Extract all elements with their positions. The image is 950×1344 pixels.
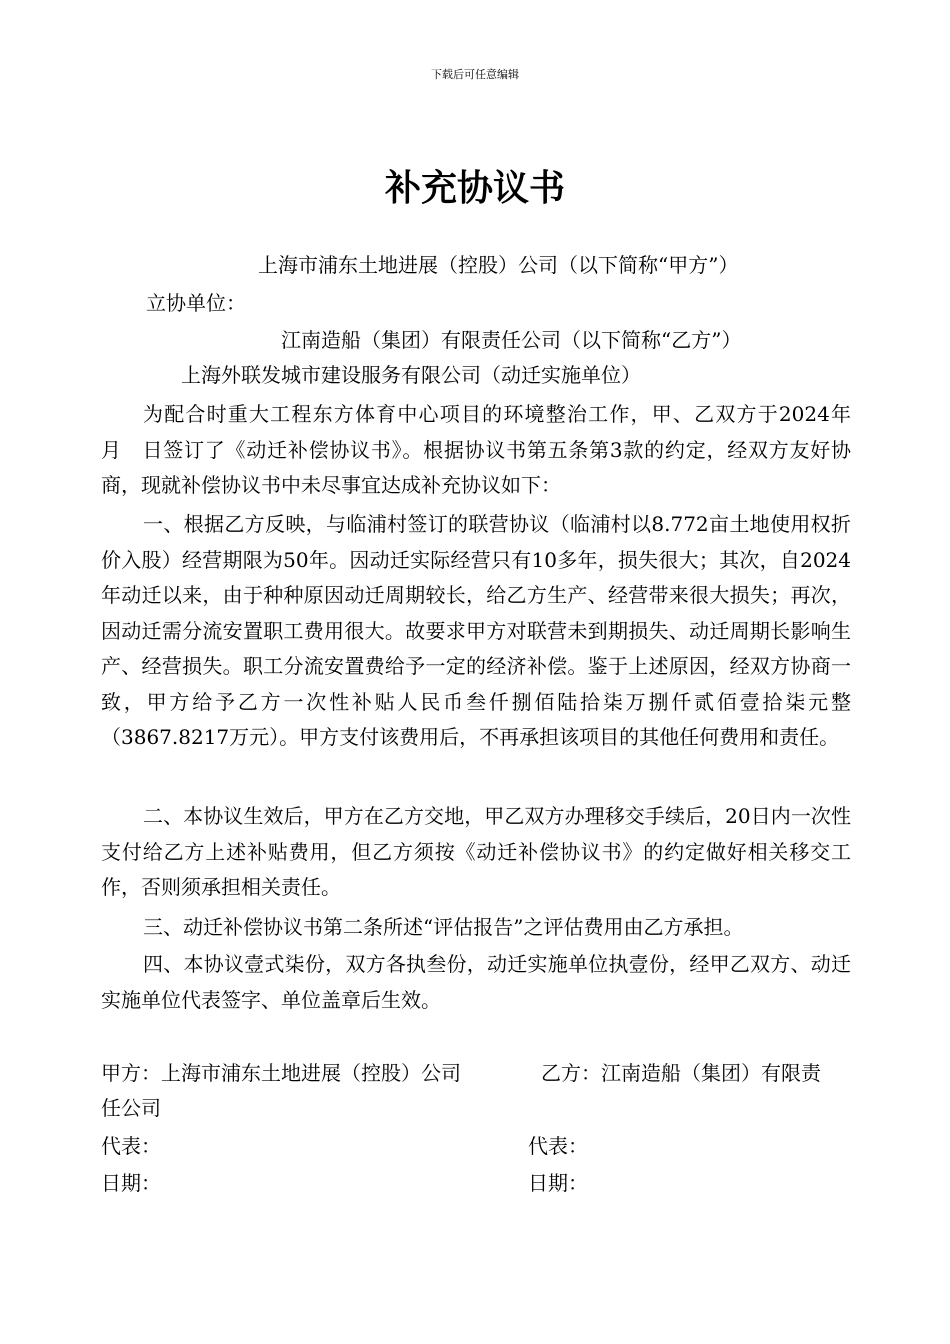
party-b-representative: 代表： bbox=[528, 1134, 588, 1158]
implementer-line: 上海外联发城市建设服务有限公司（动迁实施单位） bbox=[181, 363, 641, 387]
party-a-representative: 代表： bbox=[101, 1134, 161, 1158]
clause-1-paragraph: 一、根据乙方反映，与临浦村签订的联营协议（临浦村以8.772亩土地使用权折价入股）经营期限为50年。因动迁实际经营只有10多年，损失很大；其次，自2024年动迁以来，由于种种原因动迁周期较长，给乙方生产、经营带来很大损失；再次，因动迁需分流安置职工费用很大。故要求甲方对联营未到期损失、动迁周期长影响生产、经营损失。职工分流安置费给予一定的经济补偿。鉴于上述原因，经双方协商一致，甲方给予乙方一次性补贴人民币叁仟捌佰陆拾柒万捌仟贰佰壹拾柒元整（3867.8217万元）。甲方支付该费用后，不再承担该项目的其他任何费用和责任。 bbox=[101, 512, 851, 749]
clause-2-paragraph: 二、本协议生效后，甲方在乙方交地，甲乙双方办理移交手续后，20日内一次性支付给乙方上述补贴费用，但乙方须按《动迁补偿协议书》的约定做好相关移交工作，否则须承担相关责任。 bbox=[101, 804, 851, 899]
party-a-date: 日期： bbox=[101, 1171, 161, 1195]
intro-paragraph: 为配合时重大工程东方体育中心项目的环境整治工作，甲、乙双方于2024年 月 日签订了《动迁补偿协议书》。根据协议书第五条第3款的约定，经双方友好协商，现就补偿协议书中未尽事宜达成补充协议如下： bbox=[101, 402, 871, 497]
page-header-note: 下载后可任意编辑 bbox=[431, 68, 519, 81]
parties-label: 立协单位： bbox=[146, 291, 246, 315]
clause-4-paragraph: 四、本协议壹式柒份，双方各执叁份，动迁实施单位执壹份，经甲乙双方、动迁实施单位代表签字、单位盖章后生效。 bbox=[101, 952, 851, 1012]
party-a-signature-line: 甲方：上海市浦东土地进展（控股）公司 bbox=[101, 1061, 461, 1085]
party-b-date: 日期： bbox=[528, 1171, 588, 1195]
clause-3-paragraph: 三、动迁补偿协议书第二条所述“评估报告”之评估费用由乙方承担。 bbox=[143, 915, 744, 939]
party-b-signature-line: 乙方：江南造船（集团）有限责 bbox=[541, 1061, 821, 1085]
document-title: 补充协议书 bbox=[384, 168, 565, 209]
party-b-signature-continued: 任公司 bbox=[101, 1096, 161, 1120]
party-b-line: 江南造船（集团）有限责任公司（以下简称“乙方”） bbox=[281, 328, 742, 352]
party-a-line: 上海市浦东土地进展（控股）公司（以下简称“甲方”） bbox=[258, 253, 739, 277]
